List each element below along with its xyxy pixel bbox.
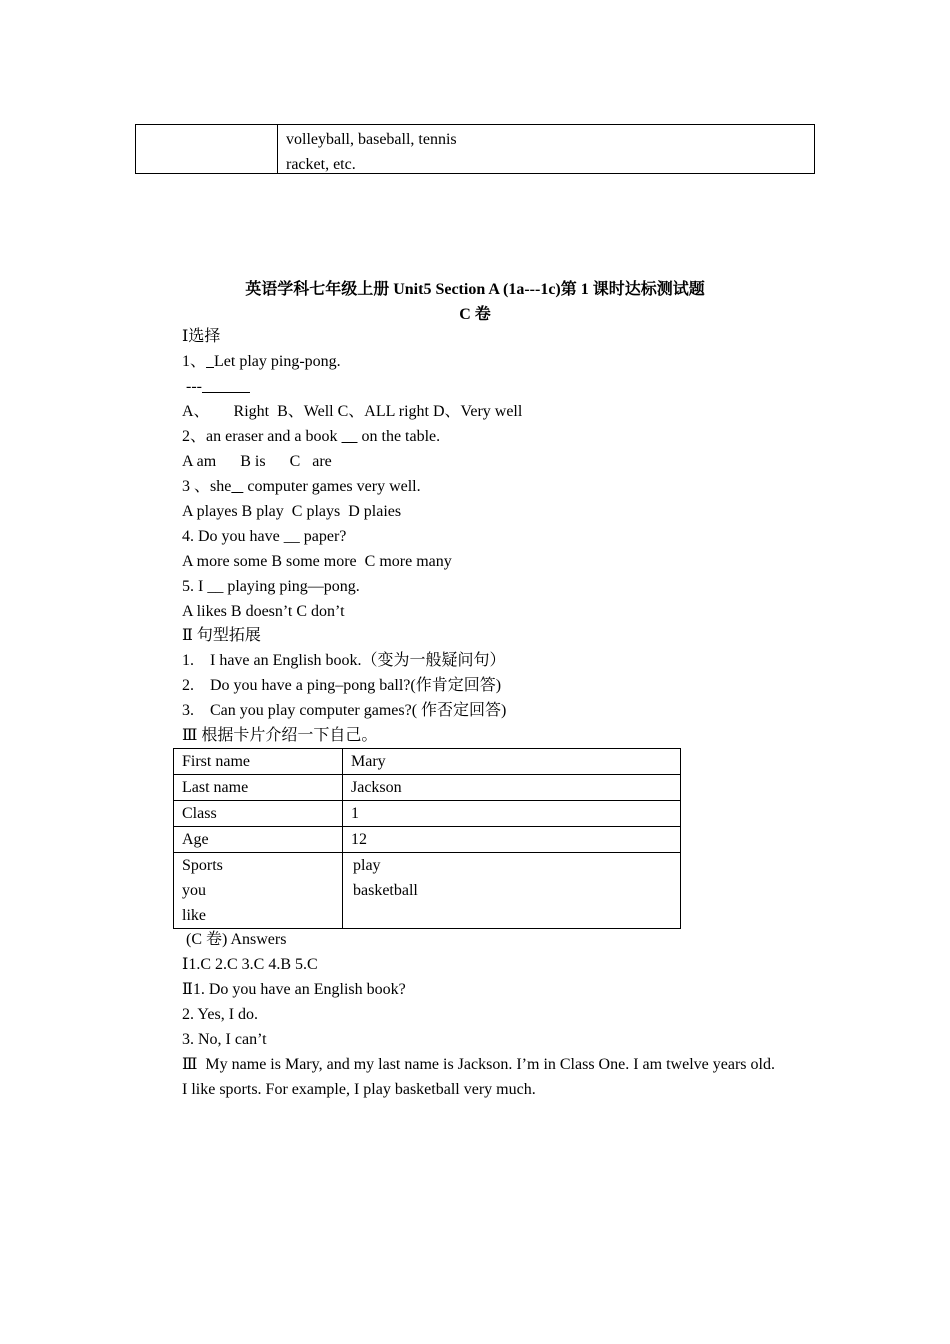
question-5-options: A likes B doesn’t C don’t <box>182 603 345 620</box>
card-key-sports-line-2: you <box>182 882 206 899</box>
card-key-sports-line-3: like <box>182 907 206 924</box>
question-2 <box>182 424 440 449</box>
answers-section-1: Ⅰ1.C 2.C 3.C 4.B 5.C <box>182 956 318 973</box>
card-key-sports <box>174 853 343 929</box>
answers-section-2-line-2: 2. Yes, I do. <box>182 1006 259 1023</box>
card-key-age: Age <box>174 827 343 853</box>
card-value-first-name: Mary <box>343 749 681 775</box>
question-1-reply <box>182 374 250 399</box>
question-2-text-end: on the table. <box>357 428 441 445</box>
question-3 <box>182 474 421 499</box>
card-value-sports-line-1: play <box>353 857 381 874</box>
section-2-item-3-text: Can you play computer games?( 作否定回答) <box>210 702 507 719</box>
card-value-age: 12 <box>343 827 681 853</box>
question-1-number: 1、 <box>182 353 207 370</box>
table-row <box>174 775 681 801</box>
answers-section-2-line-3: 3. No, I can’t <box>182 1031 267 1048</box>
question-2-blank <box>342 428 358 445</box>
question-1-text: Let play ping-pong. <box>214 353 341 370</box>
top-table-line-1: volleyball, baseball, tennis <box>286 131 457 148</box>
question-3-text-end: computer games very well. <box>243 478 421 495</box>
question-1-options: A、 Right B、Well C、ALL right D、Very well <box>182 403 523 420</box>
section-2-item-2 <box>182 673 501 698</box>
question-1-reply-prefix: --- <box>182 378 202 395</box>
card-key-first-name: First name <box>174 749 343 775</box>
card-value-sports <box>343 853 681 929</box>
card-key-last-name: Last name <box>174 775 343 801</box>
section-2-item-1 <box>182 648 506 673</box>
answers-section-3-line-2: I like sports. For example, I play basketball very much. <box>182 1081 536 1098</box>
question-3-text: 3 、she <box>182 478 232 495</box>
table-row <box>174 853 681 929</box>
question-4-options: A more some B some more C more many <box>182 553 452 570</box>
section-2-item-2-number: 2. <box>182 677 194 694</box>
section-2-item-2-text: Do you have a ping–pong ball?(作肯定回答) <box>210 677 502 694</box>
section-2-item-3 <box>182 698 506 723</box>
question-3-blank <box>231 478 243 495</box>
card-key-class: Class <box>174 801 343 827</box>
table-row <box>174 801 681 827</box>
table-row <box>174 827 681 853</box>
document-subtitle: C 卷 <box>459 306 491 323</box>
question-4: 4. Do you have __ paper? <box>182 528 347 545</box>
question-2-options: A am B is C are <box>182 453 332 470</box>
section-2-item-1-number: 1. <box>182 652 194 669</box>
section-2-item-3-number: 3. <box>182 702 194 719</box>
question-1-reply-blank <box>202 378 250 395</box>
table-row <box>174 749 681 775</box>
top-table-fragment <box>135 124 815 174</box>
section-3-heading: Ⅲ 根据卡片介绍一下自己。 <box>182 727 378 744</box>
question-1-blank <box>206 353 214 370</box>
section-2-item-1-text: I have an English book.（变为一般疑问句） <box>210 652 506 669</box>
top-table-line-2: racket, etc. <box>286 156 356 173</box>
question-2-text: 2、an eraser and a book <box>182 428 338 445</box>
answers-section-2-line-1: Ⅱ1. Do you have an English book? <box>182 981 406 998</box>
section-1-heading: Ⅰ选择 <box>182 328 221 345</box>
card-key-sports-line-1: Sports <box>182 857 223 874</box>
profile-card-table <box>173 748 681 929</box>
document-title: 英语学科七年级上册 Unit5 Section A (1a---1c)第 1 课时达标测试题 <box>245 281 705 298</box>
top-table-empty-cell <box>136 125 278 173</box>
answers-heading: (C 卷) Answers <box>182 931 287 948</box>
card-value-sports-line-2: basketball <box>353 882 418 899</box>
question-5: 5. I __ playing ping—pong. <box>182 578 360 595</box>
answers-section-3-line-1: Ⅲ My name is Mary, and my last name is Jackson. I’m in Class One. I am twelve years old. <box>182 1056 775 1073</box>
question-3-options: A playes B play C plays D plaies <box>182 503 402 520</box>
question-1 <box>182 349 341 374</box>
card-value-last-name: Jackson <box>343 775 681 801</box>
top-table-text-cell <box>278 125 465 173</box>
section-2-heading: Ⅱ 句型拓展 <box>182 627 261 644</box>
card-value-class: 1 <box>343 801 681 827</box>
